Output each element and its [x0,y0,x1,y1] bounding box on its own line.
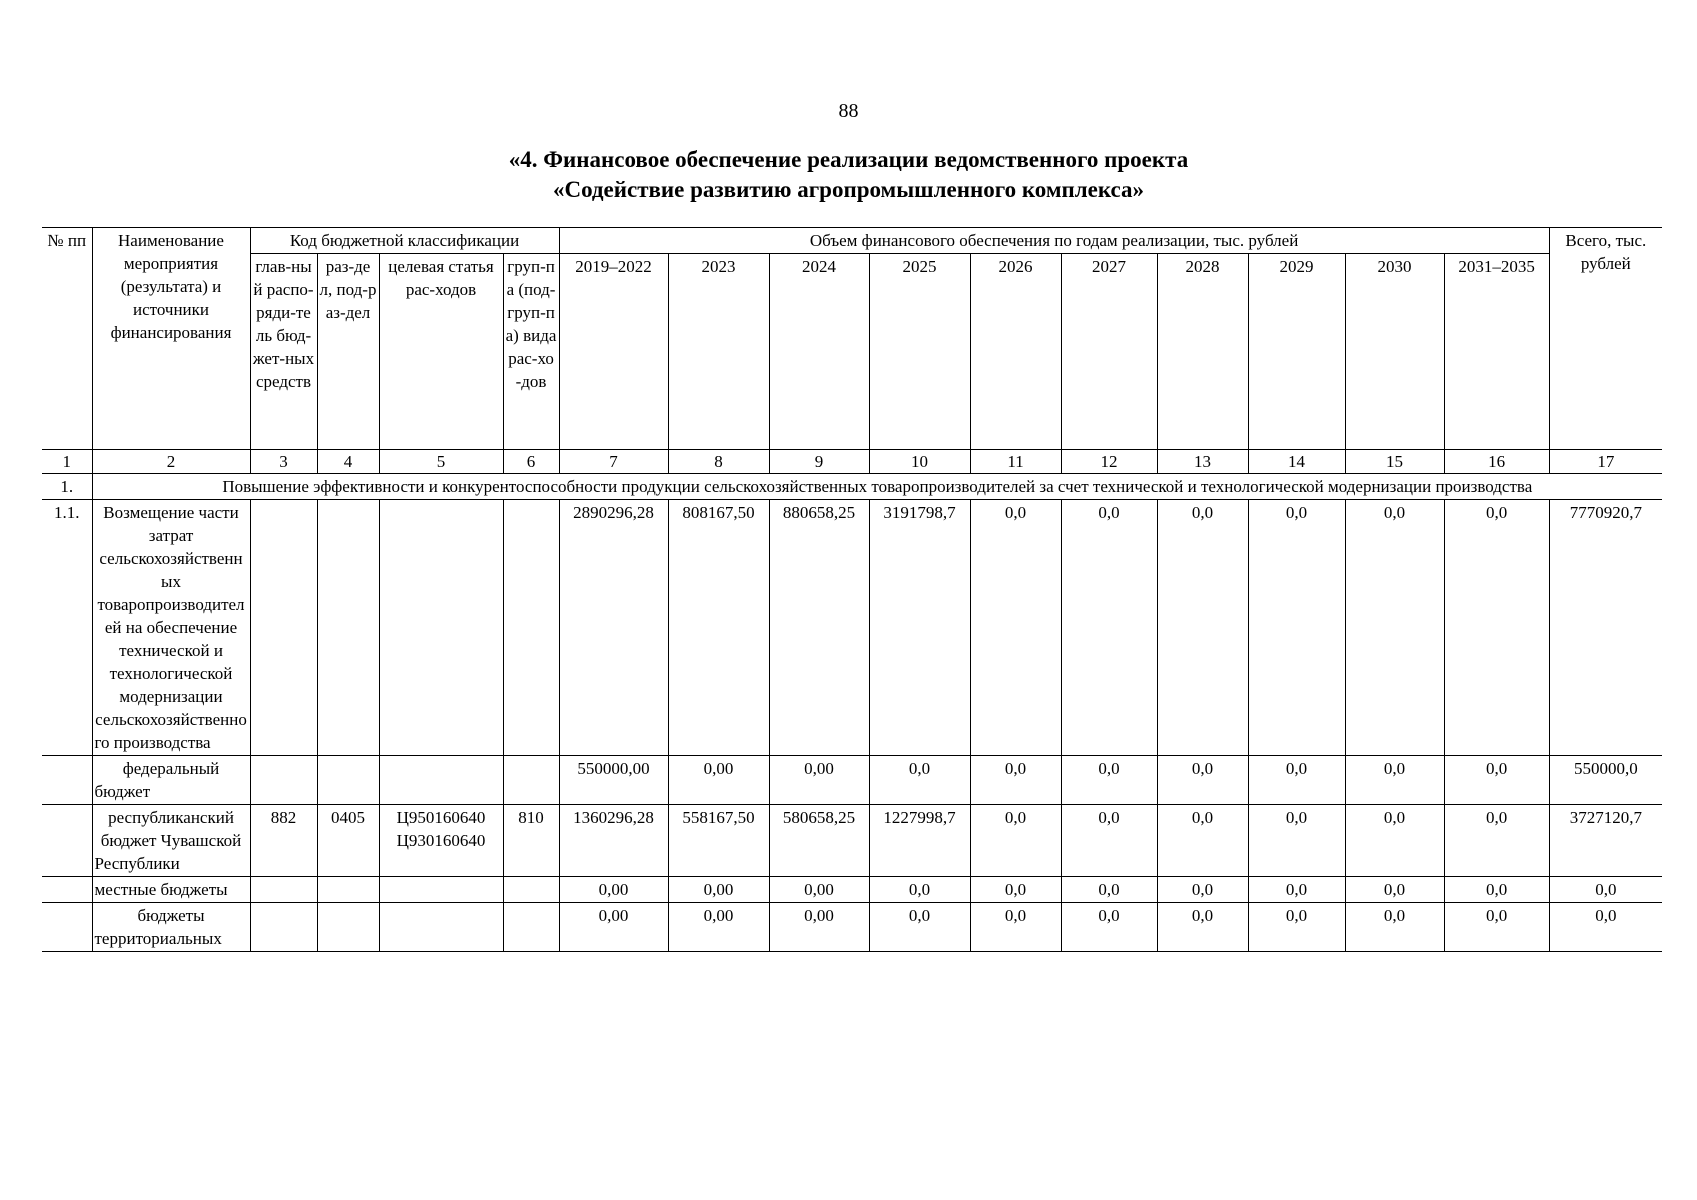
column-number: 5 [379,450,503,474]
row-total: 7770920,7 [1549,500,1662,756]
row-value: 0,00 [769,877,869,903]
row-total: 3727120,7 [1549,805,1662,877]
column-number: 14 [1248,450,1345,474]
row-value: 0,00 [668,877,769,903]
row-value: 880658,25 [769,500,869,756]
row-razdel [317,500,379,756]
table-row [42,903,1662,952]
row-csr [379,903,503,952]
row-value: 0,0 [1444,805,1549,877]
row-value: 1360296,28 [559,805,668,877]
row-number [42,805,92,877]
row-value: 1227998,7 [869,805,970,877]
row-razdel: 0405 [317,805,379,877]
column-number: 8 [668,450,769,474]
header-razdel: раз-дел, под-раз-дел [317,254,379,450]
row-csr [379,756,503,805]
row-name: республиканский бюджет Чувашской Республики [92,805,250,877]
row-value: 0,0 [1157,756,1248,805]
row-value: 0,0 [1444,877,1549,903]
row-value: 2890296,28 [559,500,668,756]
header-year: 2023 [668,254,769,450]
title-line-1: «4. Финансовое обеспечение реализации ведомственного проекта [508,147,1189,172]
row-csr: Ц950160640 Ц930160640 [379,805,503,877]
page-number: 88 [838,100,859,122]
row-value: 580658,25 [769,805,869,877]
row-value: 0,0 [1061,756,1157,805]
row-value: 0,0 [1157,805,1248,877]
header-year: 2025 [869,254,970,450]
row-value: 0,0 [970,805,1061,877]
row-value: 0,0 [1444,500,1549,756]
financing-table [42,227,1662,952]
row-value: 0,00 [559,877,668,903]
row-value: 0,0 [1248,756,1345,805]
column-number: 4 [317,450,379,474]
row-number [42,903,92,952]
row-value: 0,0 [1061,805,1157,877]
row-grbs [250,903,317,952]
row-csr [379,500,503,756]
header-budget-code: Код бюджетной классификации [250,228,559,254]
row-value: 0,0 [1157,903,1248,952]
header-year: 2029 [1248,254,1345,450]
row-value: 0,0 [1248,500,1345,756]
column-number: 16 [1444,450,1549,474]
column-number: 17 [1549,450,1662,474]
row-value: 0,0 [1345,903,1444,952]
section-row [42,474,1662,500]
header-csr: целевая статья рас-ходов [379,254,503,450]
row-value: 0,0 [970,500,1061,756]
row-value: 0,0 [1248,903,1345,952]
row-value: 0,0 [1061,500,1157,756]
row-value: 0,0 [970,903,1061,952]
table-row [42,805,1662,877]
row-value: 0,0 [1061,877,1157,903]
row-total: 550000,0 [1549,756,1662,805]
document-title [0,145,1697,205]
row-value: 0,00 [769,903,869,952]
section-number: 1. [42,474,92,500]
header-total: Всего, тыс. рублей [1549,228,1662,450]
row-razdel [317,903,379,952]
row-grbs [250,877,317,903]
row-value: 808167,50 [668,500,769,756]
header-name: Наименование мероприятия (результата) и источники финансирования [92,228,250,450]
row-value: 0,00 [668,756,769,805]
section-title: Повышение эффективности и конкурентоспособности продукции сельскохозяйственных товаропроизводителей за счет технической и технологической модернизации производства [92,474,1662,500]
column-number: 15 [1345,450,1444,474]
table-row [42,500,1662,756]
row-value: 0,0 [1345,805,1444,877]
row-value: 3191798,7 [869,500,970,756]
row-value: 0,0 [869,877,970,903]
row-value: 0,0 [1345,756,1444,805]
column-number: 7 [559,450,668,474]
header-year: 2031–2035 [1444,254,1549,450]
header-grbs: глав-ный распо-ряди-тель бюд-жет-ных средств [250,254,317,450]
column-number: 9 [769,450,869,474]
row-vr [503,877,559,903]
title-line-2: «Содействие развитию агропромышленного комплекса» [552,177,1145,202]
row-value: 550000,00 [559,756,668,805]
row-razdel [317,877,379,903]
table-row [42,756,1662,805]
row-value: 0,0 [1157,500,1248,756]
row-grbs: 882 [250,805,317,877]
row-value: 0,0 [1345,877,1444,903]
header-row-1 [42,228,1662,254]
column-number: 1 [42,450,92,474]
row-value: 0,0 [1248,805,1345,877]
header-year: 2019–2022 [559,254,668,450]
row-value: 0,0 [1061,903,1157,952]
row-vr: 810 [503,805,559,877]
row-value: 0,0 [869,903,970,952]
row-name: Возмещение части затрат сельскохозяйственных товаропроизводителей на обеспечение технической и технологической модернизации сельскохозяйственного производства [92,500,250,756]
row-name: федеральный бюджет [92,756,250,805]
row-value: 0,0 [1248,877,1345,903]
row-value: 0,0 [970,756,1061,805]
column-number: 12 [1061,450,1157,474]
column-number: 6 [503,450,559,474]
row-vr [503,500,559,756]
row-value: 0,0 [1345,500,1444,756]
column-number: 11 [970,450,1061,474]
row-value: 0,0 [1157,877,1248,903]
row-value: 0,00 [559,903,668,952]
row-grbs [250,756,317,805]
column-number: 10 [869,450,970,474]
row-number: 1.1. [42,500,92,756]
row-number [42,756,92,805]
row-value: 0,0 [1444,903,1549,952]
header-year: 2030 [1345,254,1444,450]
row-number [42,877,92,903]
row-value: 0,0 [1444,756,1549,805]
row-value: 0,00 [769,756,869,805]
column-number: 3 [250,450,317,474]
row-value: 558167,50 [668,805,769,877]
row-total: 0,0 [1549,903,1662,952]
row-vr [503,756,559,805]
column-number: 13 [1157,450,1248,474]
header-year: 2026 [970,254,1061,450]
header-vr: груп-па (под-груп-па) вида рас-хо-дов [503,254,559,450]
header-num: № пп [42,228,92,450]
row-value: 0,00 [668,903,769,952]
row-csr [379,877,503,903]
row-name: бюджеты территориальных [92,903,250,952]
row-value: 0,0 [970,877,1061,903]
header-year: 2024 [769,254,869,450]
row-value: 0,0 [869,756,970,805]
header-year: 2028 [1157,254,1248,450]
header-row-2 [42,254,1662,450]
table-row [42,877,1662,903]
row-grbs [250,500,317,756]
row-total: 0,0 [1549,877,1662,903]
header-year: 2027 [1061,254,1157,450]
table-body [42,228,1662,952]
column-number: 2 [92,450,250,474]
row-vr [503,903,559,952]
row-name: местные бюджеты [92,877,250,903]
row-razdel [317,756,379,805]
header-volume: Объем финансового обеспечения по годам реализации, тыс. рублей [559,228,1549,254]
column-numbers-row [42,450,1662,474]
